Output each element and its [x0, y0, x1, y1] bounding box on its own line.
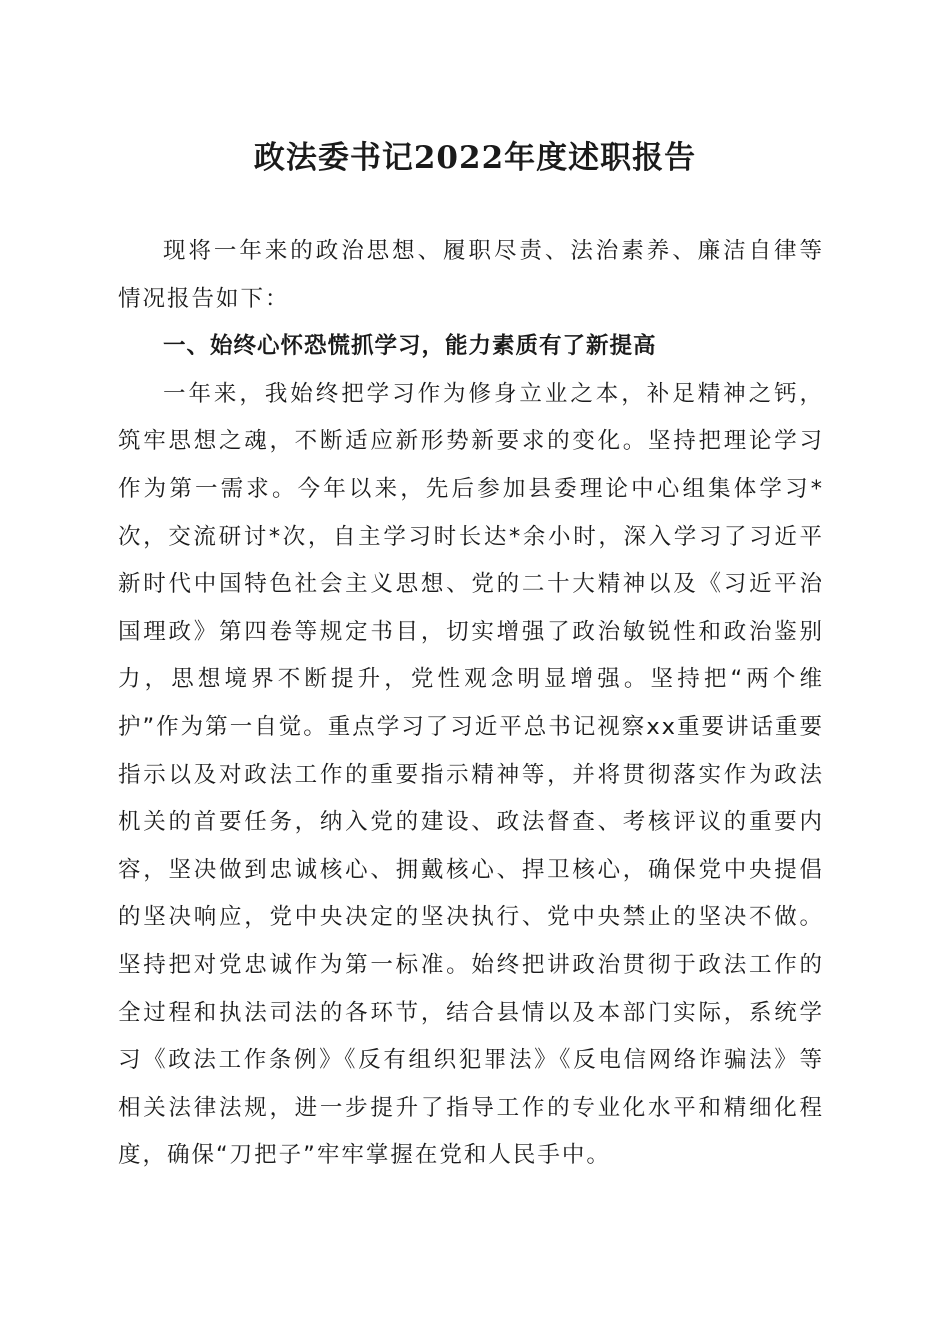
document-body	[118, 228, 824, 1180]
intro-paragraph: 现将一年来的政治思想、履职尽责、法治素养、廉洁自律等情况报告如下：	[118, 238, 824, 312]
section-1-paragraph: 一年来，我始终把学习作为修身立业之本，补足精神之钙，筑牢思想之魂，不断适应新形势新要求的变化。坚持把理论学习作为第一需求。今年以来，先后参加县委理论中心组集体学习*次，交流研讨*次，自主学习时长达*余小时，深入学习了习近平新时代中国特色社会主义思想、党的二十大精神以及《习近平治国理政》第四卷等规定书目，切实增强了政治敏锐性和政治鉴别力，思想境界不断提升，党性观念明显增强。坚持把“两个维护”作为第一自觉。重点学习了习近平总书记视察xx重要讲话重要指示以及对政法工作的重要指示精神等，并将贯彻落实作为政法机关的首要任务，纳入党的建设、政法督查、考核评议的重要内容，坚决做到忠诚核心、拥戴核心、捍卫核心，确保党中央提倡的坚决响应，党中央决定的坚决执行、党中央禁止的坚决不做。坚持把对党忠诚作为第一标准。始终把讲政治贯彻于政法工作的全过程和执法司法的各环节，结合县情以及本部门实际，系统学习《政法工作条例》《反有组织犯罪法》《反电信网络诈骗法》等相关法律法规，进一步提升了指导工作的专业化水平和精细化程度，确保“刀把子”牢牢掌握在党和人民手中。	[118, 380, 824, 1169]
document-title: 政法委书记2022年度述职报告	[253, 140, 697, 176]
section-1-heading: 一、始终心怀恐慌抓学习，能力素质有了新提高	[163, 333, 657, 360]
